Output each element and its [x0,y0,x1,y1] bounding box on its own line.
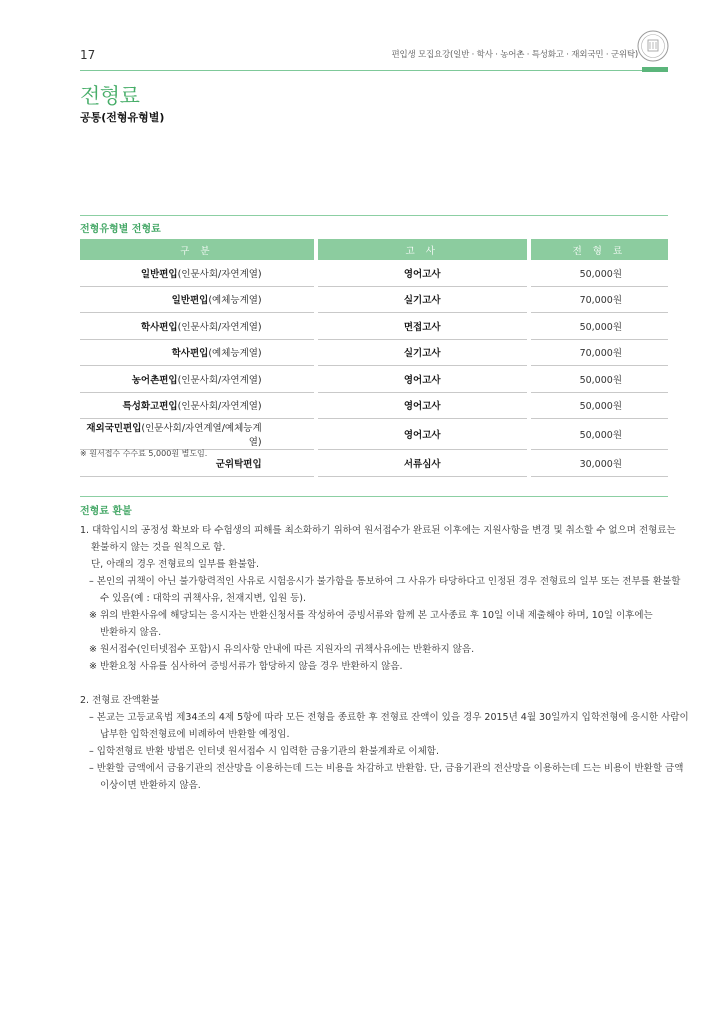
refund-paragraph-line: – 입학전형료 반환 방법은 인터넷 원서접수 시 입력한 금융기관의 환불계좌로 이체함. [89,746,439,757]
row-fee: 70,000원 [531,287,668,314]
refund-paragraph-line: – 본교는 고등교육법 제34조의 4제 5항에 따라 모든 전형을 종료한 후 전형료 잔액이 있을 경우 2015년 4월 30일까지 입학전형에 응시한 사람이 [89,712,689,723]
refund-section-title: 전형료 환불 [80,506,132,517]
refund-note-line: ※ 반환요청 사유를 심사하여 증빙서류가 합당하지 않을 경우 반환하지 않음. [89,661,403,672]
row-fee: 70,000원 [531,340,668,367]
row-category: 군위탁편입 [80,450,314,477]
page-number: 17 [80,48,96,62]
row-category: 학사편입(인문사회/자연계열) [80,313,314,340]
row-exam: 영어고사 [318,419,527,450]
row-exam: 면접고사 [318,313,527,340]
row-fee: 50,000원 [531,393,668,420]
table-row [80,393,668,420]
row-fee: 30,000원 [531,450,668,477]
table-row [80,313,668,340]
refund-paragraph-line: 납부한 입학전형료에 비례하여 반환할 예정임. [100,729,290,740]
refund-section-body [80,522,689,794]
row-exam: 실기고사 [318,340,527,367]
running-title: 편입생 모집요강(일반 · 학사 · 농어촌 · 특성화고 · 재외국민 · 군위탁) [391,50,638,60]
refund-paragraph-line: – 반환할 금액에서 금융기관의 전산망을 이용하는데 드는 비용을 차감하고 반환함. 단, 금융기관의 전산망을 이용하는데 드는 비용이 반환할 금액 [89,763,684,774]
row-category: 특성화고편입(인문사회/자연계열) [80,393,314,420]
table-row [80,340,668,367]
row-category: 농어촌편입(인문사회/자연계열) [80,366,314,393]
row-fee: 50,000원 [531,313,668,340]
refund-paragraph-line: 이상이면 반환하지 않음. [100,780,201,791]
page-subtitle: 공통(전형유형별) [80,111,165,124]
table-header-row [80,239,668,260]
refund-section-rule [80,496,668,497]
fee-section-rule [80,215,668,216]
page-title: 전형료 [80,84,140,108]
refund-paragraph-line: 환불하지 않는 것을 원칙으로 함. [91,542,226,553]
university-seal-icon [637,30,669,62]
refund-paragraph-line: – 본인의 귀책이 아닌 불가항력적인 사유로 시험응시가 불가함을 통보하여 그 사유가 타당하다고 인정된 경우 전형료의 일부 또는 전부를 환불할 [89,576,681,587]
row-exam: 실기고사 [318,287,527,314]
refund-note-line: ※ 위의 반환사유에 해당되는 응시자는 반환신청서를 작성하여 증빙서류와 함께 본 고사종료 후 10일 이내 제출해야 하며, 10일 이후에는 [89,610,653,621]
row-exam: 영어고사 [318,260,527,287]
fee-section-title: 전형유형별 전형료 [80,224,161,235]
refund-paragraph-line: 수 있음(예 : 대학의 귀책사유, 천재지변, 입원 등). [100,593,306,604]
fee-table [80,239,668,477]
row-category: 일반편입(인문사회/자연계열) [80,260,314,287]
column-header-category: 구 분 [80,239,314,260]
table-row [80,366,668,393]
row-exam: 영어고사 [318,366,527,393]
refund-paragraph-line: 1. 대학입시의 공정성 확보와 타 수험생의 피해를 최소화하기 위하여 원서접수가 완료된 이후에는 지원사항을 변경 및 취소할 수 없으며 전형료는 [80,525,676,536]
row-category: 학사편입(예체능계열) [80,340,314,367]
row-category: 재외국민편입(인문사회/자연계열/예체능계열) [80,419,314,450]
table-row [80,287,668,314]
page-header [80,44,668,71]
row-fee: 50,000원 [531,419,668,450]
refund-paragraph-line: 단, 아래의 경우 전형료의 일부를 환불함. [91,559,259,570]
row-exam: 서류심사 [318,450,527,477]
refund-paragraph-line: 2. 전형료 잔액환불 [80,695,160,706]
row-category: 일반편입(예체능계열) [80,287,314,314]
row-exam: 영어고사 [318,393,527,420]
table-row [80,260,668,287]
refund-note-line: ※ 원서접수(인터넷접수 포함)시 유의사항 안내에 따른 지원자의 귀책사유에는 반환하지 않음. [89,644,475,655]
header-accent-bar [642,67,668,72]
column-header-fee: 전 형 료 [531,239,668,260]
refund-note-line: 반환하지 않음. [100,627,162,638]
table-footnote: ※ 원서접수 수수료 5,000원 별도임. [80,449,208,458]
column-header-exam: 고 사 [318,239,527,260]
table-row [80,419,668,450]
row-fee: 50,000원 [531,366,668,393]
row-fee: 50,000원 [531,260,668,287]
